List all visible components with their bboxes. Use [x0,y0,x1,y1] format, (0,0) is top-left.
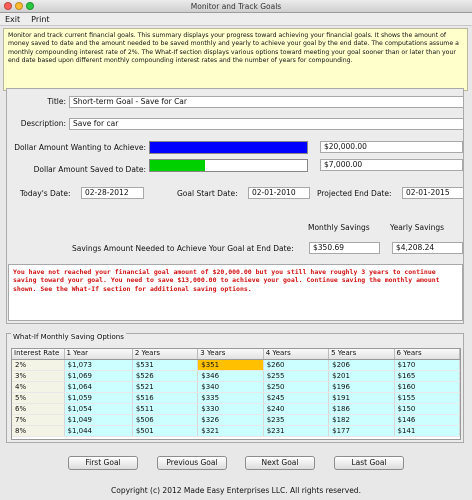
table-cell[interactable]: $516 [132,392,197,403]
column-header[interactable]: Interest Rate [12,349,64,359]
minimize-window-button[interactable] [15,2,23,10]
last-goal-button[interactable]: Last Goal [334,456,404,470]
table-cell[interactable]: $501 [132,425,197,436]
interest-rate-cell[interactable]: 2% [12,359,64,370]
title-field[interactable]: Short-term Goal - Save for Car [69,96,464,108]
table-cell[interactable]: $346 [198,370,263,381]
table-cell[interactable]: $326 [198,414,263,425]
table-row[interactable] [12,370,460,381]
table-cell[interactable]: $170 [394,359,459,370]
table-cell[interactable]: $335 [198,392,263,403]
table-row[interactable] [12,403,460,414]
zoom-window-button[interactable] [26,2,34,10]
table-cell[interactable]: $255 [263,370,328,381]
table-cell[interactable]: $1,044 [64,425,132,436]
table-row[interactable] [12,381,460,392]
menu-exit[interactable]: Exit [5,15,21,24]
column-header[interactable]: 2 Years [132,349,197,359]
table-cell[interactable]: $165 [394,370,459,381]
window-controls [4,2,34,10]
saved-amount-field[interactable]: $7,000.00 [320,159,463,171]
column-header[interactable]: 6 Years [394,349,459,359]
column-header[interactable]: 4 Years [263,349,328,359]
interest-rate-cell[interactable]: 7% [12,414,64,425]
table-cell[interactable]: $260 [263,359,328,370]
table-cell[interactable]: $235 [263,414,328,425]
whatif-panel [6,333,464,443]
yearly-savings-header: Yearly Savings [390,223,445,232]
column-header[interactable]: 3 Years [198,349,263,359]
table-cell[interactable]: $150 [394,403,459,414]
end-date-label: Projected End Date: [317,189,392,198]
next-goal-button[interactable]: Next Goal [245,456,315,470]
table-cell[interactable]: $191 [329,392,394,403]
table-cell[interactable]: $245 [263,392,328,403]
whatif-header-row [12,349,460,359]
column-header[interactable]: 5 Years [329,349,394,359]
table-cell[interactable]: $196 [329,381,394,392]
table-cell[interactable]: $186 [329,403,394,414]
title-label: Title: [47,97,66,106]
saved-progress-bar [149,159,308,172]
table-cell[interactable]: $1,049 [64,414,132,425]
interest-rate-cell[interactable]: 6% [12,403,64,414]
table-cell[interactable]: $1,073 [64,359,132,370]
interest-rate-cell[interactable]: 4% [12,381,64,392]
saved-label: Dollar Amount Saved to Date: [33,165,146,174]
whatif-table-container[interactable] [11,348,461,440]
end-date-field[interactable]: 02-01-2015 [402,187,464,199]
goal-amount-bar-fill [150,142,307,153]
wanted-amount-field[interactable]: $20,000.00 [320,141,463,153]
whatif-title: What-If Monthly Saving Options [13,333,124,341]
menu-print[interactable]: Print [31,15,50,24]
today-date-label: Today's Date: [20,189,71,198]
column-header[interactable]: 1 Year [64,349,132,359]
description-label: Description: [20,119,66,128]
table-cell[interactable]: $250 [263,381,328,392]
previous-goal-button[interactable]: Previous Goal [157,456,227,470]
table-cell[interactable]: $340 [198,381,263,392]
footer-copyright: Copyright (c) 2012 Made Easy Enterprises LLC. All rights reserved. [111,486,361,495]
interest-rate-cell[interactable]: 3% [12,370,64,381]
table-cell[interactable]: $206 [329,359,394,370]
today-date-field[interactable]: 02-28-2012 [81,187,144,199]
table-row[interactable] [12,392,460,403]
table-cell[interactable]: $155 [394,392,459,403]
table-row[interactable] [12,425,460,436]
table-row[interactable] [12,359,460,370]
whatif-rows [12,359,460,436]
table-cell[interactable]: $1,054 [64,403,132,414]
status-message: You have not reached your financial goal amount of $20,000.00 but you still have roughly 3 years to continue saving toward your goal. You need to save $13,000.00 to achieve your goal. Continue saving the monthly amount shown. See the What-If section for additional saving options. [8,264,463,321]
window-title: Monitor and Track Goals [190,2,282,11]
table-cell[interactable]: $240 [263,403,328,414]
window-titlebar [0,0,472,13]
table-cell[interactable]: $146 [394,414,459,425]
savings-needed-label: Savings Amount Needed to Achieve Your Goal at End Date: [72,244,294,253]
saved-progress-fill [150,160,205,171]
table-cell[interactable]: $160 [394,381,459,392]
table-cell[interactable]: $521 [132,381,197,392]
table-cell[interactable]: $531 [132,359,197,370]
start-date-label: Goal Start Date: [177,189,238,198]
interest-rate-cell[interactable]: 8% [12,425,64,436]
whatif-table [12,349,460,437]
table-cell[interactable]: $506 [132,414,197,425]
table-cell[interactable]: $182 [329,414,394,425]
table-cell[interactable]: $526 [132,370,197,381]
yearly-savings-field[interactable]: $4,208.24 [392,242,463,254]
table-row[interactable] [12,414,460,425]
description-field[interactable]: Save for car [69,118,464,130]
table-cell[interactable]: $1,069 [64,370,132,381]
table-cell[interactable]: $141 [394,425,459,436]
table-cell[interactable]: $511 [132,403,197,414]
interest-rate-cell[interactable]: 5% [12,392,64,403]
table-cell[interactable]: $177 [329,425,394,436]
monthly-savings-header: Monthly Savings [308,223,370,232]
table-cell[interactable]: $231 [263,425,328,436]
goal-amount-bar [149,141,308,154]
table-cell[interactable]: $1,064 [64,381,132,392]
table-cell[interactable]: $201 [329,370,394,381]
monthly-savings-field[interactable]: $350.69 [309,242,380,254]
table-cell[interactable]: $351 [198,359,263,370]
first-goal-button[interactable]: First Goal [68,456,138,470]
table-cell[interactable]: $321 [198,425,263,436]
start-date-field[interactable]: 02-01-2010 [248,187,310,199]
summary-text: Monitor and track current financial goals. This summary displays your progress toward achieving your financial goals. It shows the amount of money saved to date and the amount needed to be saved monthly and yearly to achieve your goal by the end date. The computations assume a monthly compounding interest rate of 2%. The What-If section displays various options toward meeting your goal sooner than or later than your end date based upon different monthly compounding interest rates and the number of years for compounding. [3,28,468,91]
menu-bar [0,13,472,26]
close-window-button[interactable] [4,2,12,10]
table-cell[interactable]: $330 [198,403,263,414]
table-cell[interactable]: $1,059 [64,392,132,403]
wanted-label: Dollar Amount Wanting to Achieve: [14,143,146,152]
